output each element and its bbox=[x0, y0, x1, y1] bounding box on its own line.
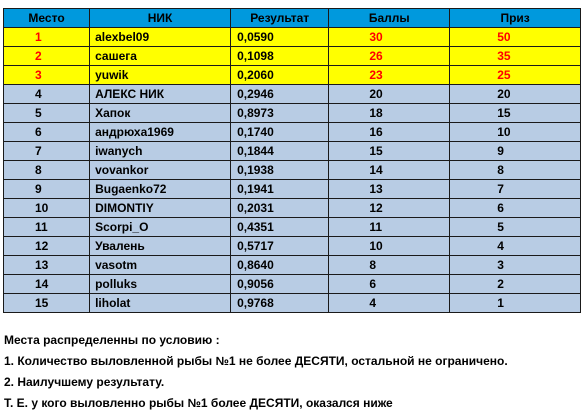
cell-place: 9 bbox=[4, 180, 90, 199]
cell-result: 0,4351 bbox=[231, 218, 329, 237]
cell-nick: андрюха1969 bbox=[90, 123, 231, 142]
table-row bbox=[4, 123, 581, 142]
table-row bbox=[4, 256, 581, 275]
cell-points: 13 bbox=[329, 180, 450, 199]
cell-result: 0,9768 bbox=[231, 294, 329, 313]
table-header-row bbox=[4, 9, 581, 28]
cell-prize: 35 bbox=[450, 47, 581, 66]
cell-prize: 5 bbox=[450, 218, 581, 237]
cell-result: 0,2060 bbox=[231, 66, 329, 85]
note-line-3: 2. Наилучшему результату. bbox=[4, 375, 165, 389]
cell-points: 15 bbox=[329, 142, 450, 161]
header-place: Место bbox=[4, 9, 90, 28]
cell-result: 0,1740 bbox=[231, 123, 329, 142]
cell-place: 1 bbox=[4, 28, 90, 47]
cell-prize: 8 bbox=[450, 161, 581, 180]
cell-points: 11 bbox=[329, 218, 450, 237]
cell-prize: 10 bbox=[450, 123, 581, 142]
table-row bbox=[4, 47, 581, 66]
results-table bbox=[3, 8, 581, 313]
table-row bbox=[4, 199, 581, 218]
cell-result: 0,2946 bbox=[231, 85, 329, 104]
table-row bbox=[4, 66, 581, 85]
cell-nick: Scorpi_O bbox=[90, 218, 231, 237]
cell-points: 20 bbox=[329, 85, 450, 104]
cell-nick: iwanych bbox=[90, 142, 231, 161]
cell-points: 16 bbox=[329, 123, 450, 142]
header-nick: НИК bbox=[90, 9, 231, 28]
cell-nick: АЛЕКС НИК bbox=[90, 85, 231, 104]
cell-place: 10 bbox=[4, 199, 90, 218]
cell-place: 4 bbox=[4, 85, 90, 104]
table-row bbox=[4, 28, 581, 47]
cell-points: 12 bbox=[329, 199, 450, 218]
cell-result: 0,1098 bbox=[231, 47, 329, 66]
cell-nick: сашега bbox=[90, 47, 231, 66]
cell-place: 6 bbox=[4, 123, 90, 142]
cell-place: 5 bbox=[4, 104, 90, 123]
cell-result: 0,2031 bbox=[231, 199, 329, 218]
table-row bbox=[4, 275, 581, 294]
header-prize: Приз bbox=[450, 9, 581, 28]
cell-prize: 9 bbox=[450, 142, 581, 161]
cell-place: 14 bbox=[4, 275, 90, 294]
cell-prize: 2 bbox=[450, 275, 581, 294]
cell-prize: 50 bbox=[450, 28, 581, 47]
cell-nick: Увалень bbox=[90, 237, 231, 256]
cell-points: 23 bbox=[329, 66, 450, 85]
cell-points: 18 bbox=[329, 104, 450, 123]
cell-nick: Хапок bbox=[90, 104, 231, 123]
header-points: Баллы bbox=[329, 9, 450, 28]
cell-result: 0,0590 bbox=[231, 28, 329, 47]
cell-nick: yuwik bbox=[90, 66, 231, 85]
cell-nick: Bugaenko72 bbox=[90, 180, 231, 199]
note-line-1: Места распределенны по условию : bbox=[4, 333, 220, 347]
table-row bbox=[4, 180, 581, 199]
cell-points: 4 bbox=[329, 294, 450, 313]
cell-prize: 7 bbox=[450, 180, 581, 199]
cell-place: 15 bbox=[4, 294, 90, 313]
cell-result: 0,1938 bbox=[231, 161, 329, 180]
cell-result: 0,5717 bbox=[231, 237, 329, 256]
cell-points: 26 bbox=[329, 47, 450, 66]
cell-nick: DIMONTIY bbox=[90, 199, 231, 218]
cell-prize: 4 bbox=[450, 237, 581, 256]
table-body bbox=[4, 28, 581, 313]
cell-place: 7 bbox=[4, 142, 90, 161]
note-line-2: 1. Количество выловленной рыбы №1 не более ДЕСЯТИ, остальной не ограничено. bbox=[4, 354, 508, 368]
cell-place: 2 bbox=[4, 47, 90, 66]
cell-points: 10 bbox=[329, 237, 450, 256]
cell-prize: 15 bbox=[450, 104, 581, 123]
cell-place: 8 bbox=[4, 161, 90, 180]
notes bbox=[4, 331, 579, 415]
cell-nick: vovankor bbox=[90, 161, 231, 180]
table-row bbox=[4, 104, 581, 123]
cell-place: 3 bbox=[4, 66, 90, 85]
cell-nick: polluks bbox=[90, 275, 231, 294]
cell-result: 0,1941 bbox=[231, 180, 329, 199]
cell-points: 30 bbox=[329, 28, 450, 47]
cell-nick: vasotm bbox=[90, 256, 231, 275]
cell-prize: 20 bbox=[450, 85, 581, 104]
cell-result: 0,8973 bbox=[231, 104, 329, 123]
cell-prize: 1 bbox=[450, 294, 581, 313]
cell-points: 14 bbox=[329, 161, 450, 180]
note-line-4: Т. Е. у кого выловленно рыбы №1 более ДЕСЯТИ, оказался ниже bbox=[4, 396, 393, 410]
cell-nick: alexbel09 bbox=[90, 28, 231, 47]
header-result: Результат bbox=[231, 9, 329, 28]
cell-result: 0,1844 bbox=[231, 142, 329, 161]
cell-place: 12 bbox=[4, 237, 90, 256]
cell-place: 13 bbox=[4, 256, 90, 275]
table-row bbox=[4, 218, 581, 237]
table-row bbox=[4, 85, 581, 104]
cell-place: 11 bbox=[4, 218, 90, 237]
table-row bbox=[4, 237, 581, 256]
table-row bbox=[4, 294, 581, 313]
table-row bbox=[4, 142, 581, 161]
cell-nick: liholat bbox=[90, 294, 231, 313]
cell-prize: 3 bbox=[450, 256, 581, 275]
cell-result: 0,9056 bbox=[231, 275, 329, 294]
cell-result: 0,8640 bbox=[231, 256, 329, 275]
cell-points: 6 bbox=[329, 275, 450, 294]
table-row bbox=[4, 161, 581, 180]
cell-prize: 6 bbox=[450, 199, 581, 218]
cell-prize: 25 bbox=[450, 66, 581, 85]
cell-points: 8 bbox=[329, 256, 450, 275]
